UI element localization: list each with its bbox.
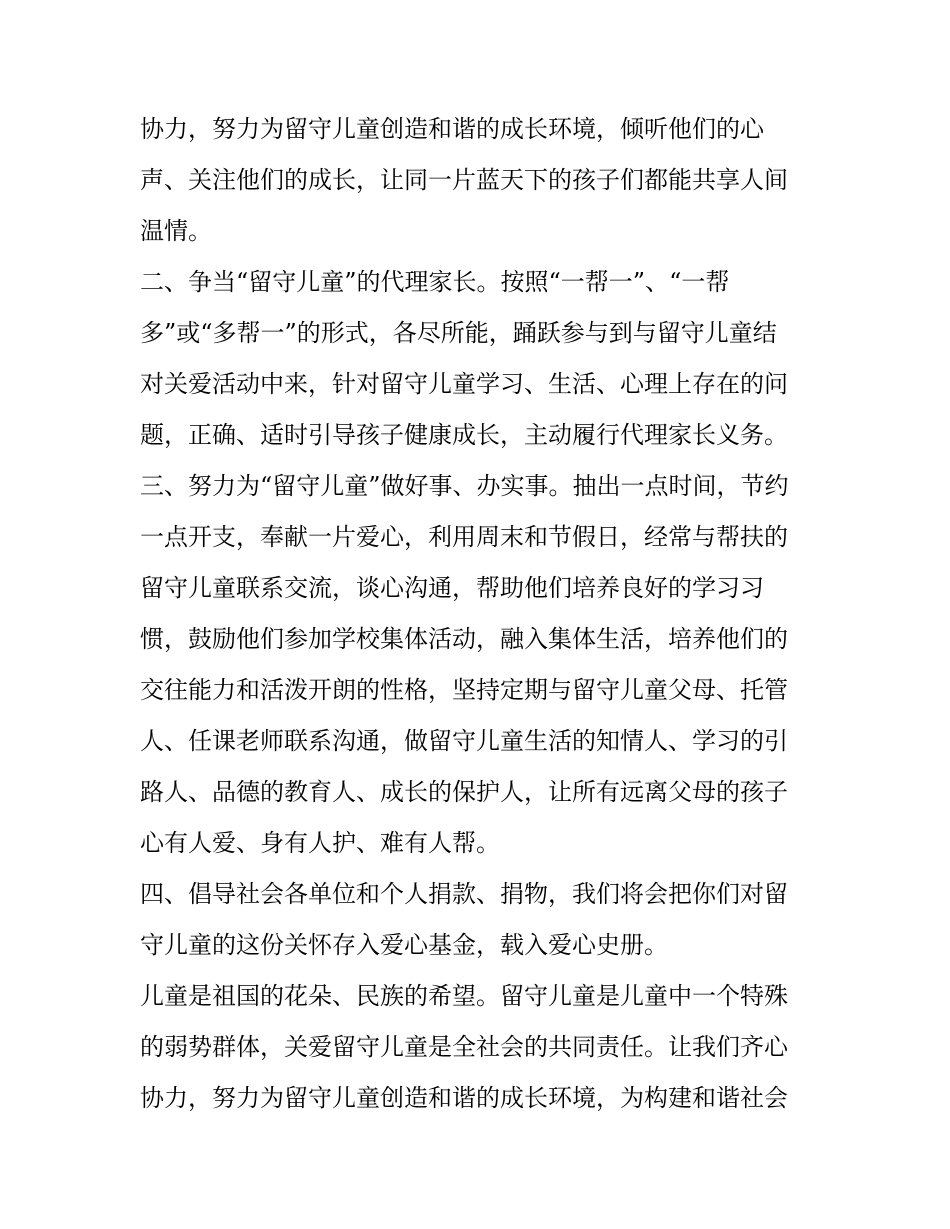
text-line: 路人、品德的教育人、成长的保护人，让所有远离父母的孩子 [140, 778, 788, 806]
text-line: 惯，鼓励他们参加学校集体活动，融入集体生活，培养他们的 [140, 625, 788, 653]
text-line: 四、倡导社会各单位和个人捐款、捐物，我们将会把你们对留 [140, 880, 788, 908]
text-line: 协力，努力为留守儿童创造和谐的成长环境，倾听他们的心 [140, 115, 764, 143]
text-line: 声、关注他们的成长，让同一片蓝天下的孩子们都能共享人间 [140, 166, 788, 194]
text-line: 的弱势群体，关爱留守儿童是全社会的共同责任。让我们齐心 [140, 1033, 788, 1061]
text-line: 心有人爱、身有人护、难有人帮。 [140, 829, 500, 857]
text-line: 留守儿童联系交流，谈心沟通，帮助他们培养良好的学习习 [140, 574, 764, 602]
text-line: 协力，努力为留守儿童创造和谐的成长环境，为构建和谐社会 [140, 1084, 788, 1112]
text-line: 温情。 [140, 217, 212, 245]
text-line: 题，正确、适时引导孩子健康成长，主动履行代理家长义务。 [140, 421, 788, 449]
text-line: 交往能力和活泼开朗的性格，坚持定期与留守儿童父母、托管 [140, 676, 788, 704]
text-line: 一点开支，奉献一片爱心，利用周末和节假日，经常与帮扶的 [140, 523, 788, 551]
body-text [140, 104, 830, 1124]
text-line: 三、努力为“留守儿童”做好事、办实事。抽出一点时间，节约 [140, 472, 789, 500]
text-line: 二、争当“留守儿童”的代理家长。按照“一帮一”、“一帮 [140, 268, 730, 296]
text-line: 儿童是祖国的花朵、民族的希望。留守儿童是儿童中一个特殊 [140, 982, 788, 1010]
text-line: 人、任课老师联系沟通，做留守儿童生活的知情人、学习的引 [140, 727, 788, 755]
text-line: 对关爱活动中来，针对留守儿童学习、生活、心理上存在的问 [140, 370, 788, 398]
text-line: 多”或“多帮一”的形式，各尽所能，踊跃参与到与留守儿童结 [140, 319, 777, 347]
text-line: 守儿童的这份关怀存入爱心基金，载入爱心史册。 [140, 931, 668, 959]
